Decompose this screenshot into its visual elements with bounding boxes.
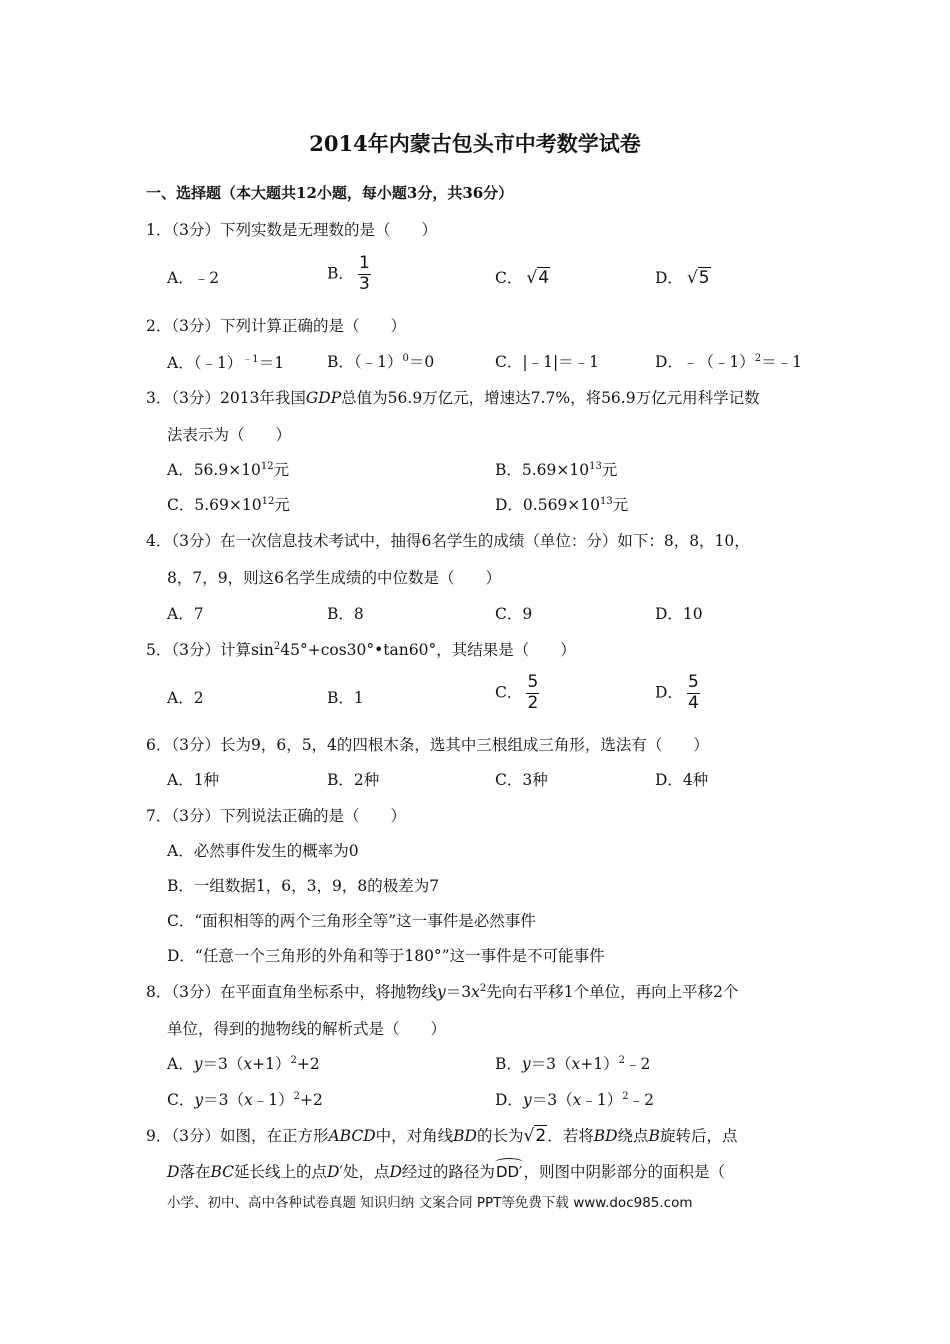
q8-option-d: D．y＝3（x﹣1）$^2$﹣2 [495, 1090, 654, 1109]
q1-option-a: A．﹣2 [167, 269, 220, 287]
q2-option-a: A．（﹣1）$^{﹣1}$＝1 [167, 354, 285, 373]
q8-option-c: C．y＝3（x﹣1）$^2$+2 [167, 1090, 323, 1109]
q1-option-c: C． √4 [495, 268, 550, 288]
q5-option-b: B．1 [327, 689, 364, 707]
question-9-stem: 9．（3分）如图，在正方形ABCD中，对角线BD的长为√2．若将BD绕点B旋转后，点 [146, 1126, 738, 1146]
q7-option-a: A．必然事件发生的概率为0 [167, 842, 359, 860]
question-4-stem-cont: 8，7，9，则这6名学生成绩的中位数是（ ） [167, 569, 501, 587]
q7-option-b: B．一组数据1，6，3，9，8的极差为7 [167, 877, 440, 895]
fraction: $\frac{5}{2}$ [527, 672, 539, 713]
question-4-stem: 4．（3分）在一次信息技术考试中，抽得6名学生的成绩（单位：分）如下：8，8，10， [146, 532, 750, 550]
question-2-stem: 2．（3分）下列计算正确的是（ ） [146, 317, 406, 335]
section-heading: 一、选择题（本大题共12小题，每小题3分，共36分） [146, 184, 514, 202]
q5-option-a: A．2 [167, 689, 204, 707]
question-7-stem: 7．（3分）下列说法正确的是（ ） [146, 807, 406, 825]
q3-option-b: B．$5.69\times 10^{13}$元 [495, 460, 618, 479]
q8-option-b: B．$y=3(x+1)^2﹣2$ [495, 1054, 651, 1073]
question-3-stem: 3．（3分）2013年我国GDP总值为56.9万亿元，增速达7.7%，将56.9万亿元用科学记数 [146, 389, 760, 407]
q6-option-c: C．3种 [495, 771, 548, 789]
q5-option-c: C． $\frac{5}{2}$ [495, 672, 539, 713]
page-title: 2014年内蒙古包头市中考数学试卷 [309, 131, 641, 156]
q2-option-b: B．（﹣1）$^0$＝0 [327, 352, 435, 371]
q5-option-d: D． $\frac{5}{4}$ [655, 672, 699, 713]
q6-option-a: A．1种 [167, 771, 220, 789]
q2-option-d: D．﹣（﹣1）$^2$＝﹣1 [655, 352, 803, 371]
question-6-stem: 6．（3分）长为9，6，5，4的四根木条，选其中三根组成三角形，选法有（ ） [146, 736, 709, 754]
question-8-stem: 8．（3分）在平面直角坐标系中，将抛物线$y=3x^2$先向右平移1个单位，再向上平移2个 [146, 982, 739, 1001]
question-1-stem: 1．（3分）下列实数是无理数的是（ ） [146, 221, 437, 239]
q6-option-b: B．2种 [327, 771, 380, 789]
q3-option-a: A．$56.9\times 10^{12}$元 [167, 460, 290, 479]
q4-option-c: C．9 [495, 605, 533, 623]
q4-option-a: A．7 [167, 605, 204, 623]
q1-option-b: B． $\frac{1}{3}$ [327, 253, 370, 294]
arc-dd-prime: DD′ [495, 1163, 523, 1181]
footer-watermark: 小学、初中、高中各种试卷真题 知识归纳 文案合同 PPT等免费下载 www.doc985.com [167, 1195, 693, 1211]
q8-option-a: A．$y=3(x+1)^2+2$ [167, 1054, 320, 1073]
question-5-stem: 5．（3分）计算$\sin^245^\circ+\cos 30^\circ•\tan 60^\circ$，其结果是（ ） [146, 640, 576, 659]
fraction: $\frac{5}{4}$ [688, 672, 699, 713]
sqrt-symbol: √5 [686, 268, 710, 288]
q3-option-c: C．$5.69\times 10^{12}$元 [167, 495, 290, 514]
q1-option-d: D． √5 [655, 268, 710, 288]
q7-option-c: C．“面积相等的两个三角形全等”这一事件是必然事件 [167, 912, 536, 930]
q6-option-d: D．4种 [655, 771, 709, 789]
q7-option-d: D．“任意一个三角形的外角和等于180°”这一事件是不可能事件 [167, 947, 605, 965]
question-8-stem-cont: 单位，得到的抛物线的解析式是（ ） [167, 1020, 447, 1038]
sqrt-symbol: √4 [526, 268, 550, 288]
fraction: $\frac{1}{3}$ [358, 253, 370, 294]
q3-option-d: D．$0.569\times 10^{13}$元 [495, 495, 629, 514]
question-9-stem-cont: D落在BC延长线上的点D′处，点D经过的路径为DD′，则图中阴影部分的面积是（ [167, 1163, 725, 1181]
q4-option-d: D．10 [655, 605, 703, 623]
q2-option-c: C．|﹣1|＝﹣1 [495, 353, 600, 371]
q4-option-b: B．8 [327, 605, 364, 623]
question-3-stem-cont: 法表示为（ ） [167, 426, 292, 444]
